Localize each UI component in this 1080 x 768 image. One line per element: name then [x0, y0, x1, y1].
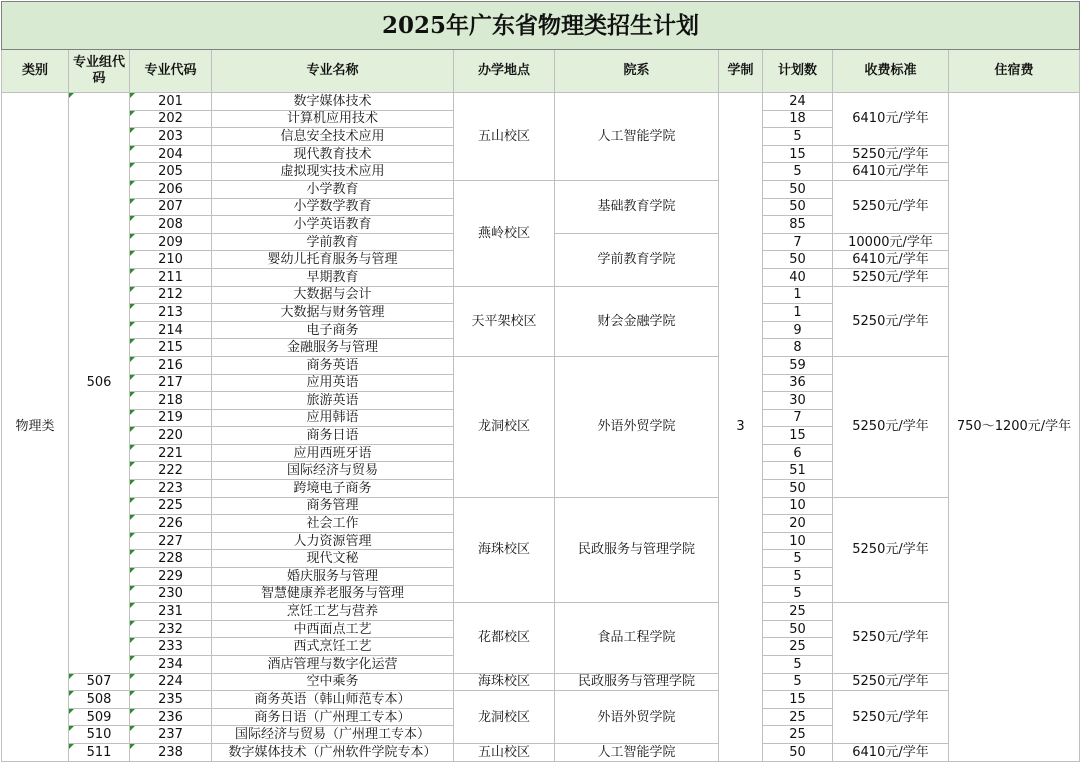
major-code-cell[interactable]: 205: [130, 163, 212, 181]
major-name-cell[interactable]: 烹饪工艺与营养: [212, 603, 454, 621]
major-code-cell[interactable]: 233: [130, 638, 212, 656]
header-group-code[interactable]: 专业组代码: [69, 50, 130, 93]
major-name-cell[interactable]: 早期教育: [212, 268, 454, 286]
major-name-cell[interactable]: 应用西班牙语: [212, 444, 454, 462]
header-row: [2, 50, 1080, 93]
department-cell[interactable]: 食品工程学院: [555, 603, 719, 673]
header-tuition[interactable]: 收费标准: [833, 50, 949, 93]
header-plan-count[interactable]: 计划数: [763, 50, 833, 93]
table-row: [2, 673, 1080, 691]
major-name-cell[interactable]: 应用英语: [212, 374, 454, 392]
major-name-cell[interactable]: 智慧健康养老服务与管理: [212, 585, 454, 603]
plan-count-cell[interactable]: 50: [763, 743, 833, 761]
department-cell[interactable]: 人工智能学院: [555, 743, 719, 761]
major-name-cell[interactable]: 大数据与财务管理: [212, 304, 454, 322]
major-code-cell[interactable]: 207: [130, 198, 212, 216]
major-code-cell[interactable]: 219: [130, 409, 212, 427]
accommodation-cell[interactable]: 750～1200元/学年: [949, 93, 1080, 762]
campus-cell[interactable]: 花都校区: [454, 603, 555, 673]
table-row: [2, 180, 1080, 198]
group-code-cell[interactable]: 507: [69, 673, 130, 691]
tuition-cell[interactable]: 5250元/学年: [833, 145, 949, 163]
major-name-cell[interactable]: 国际经济与贸易（广州理工专本）: [212, 726, 454, 744]
plan-count-cell[interactable]: 6: [763, 444, 833, 462]
plan-count-cell[interactable]: 24: [763, 93, 833, 111]
major-name-cell[interactable]: 虚拟现实技术应用: [212, 163, 454, 181]
campus-cell[interactable]: 海珠校区: [454, 497, 555, 603]
plan-count-cell[interactable]: 5: [763, 163, 833, 181]
tuition-cell[interactable]: 6410元/学年: [833, 743, 949, 761]
major-name-cell[interactable]: 信息安全技术应用: [212, 128, 454, 146]
major-code-cell[interactable]: 222: [130, 462, 212, 480]
plan-count-cell[interactable]: 50: [763, 251, 833, 269]
major-name-cell[interactable]: 西式烹饪工艺: [212, 638, 454, 656]
plan-count-cell[interactable]: 5: [763, 585, 833, 603]
major-name-cell[interactable]: 社会工作: [212, 515, 454, 533]
major-code-cell[interactable]: 237: [130, 726, 212, 744]
major-code-cell[interactable]: 202: [130, 110, 212, 128]
plan-count-cell[interactable]: 5: [763, 568, 833, 586]
major-code-cell[interactable]: 209: [130, 233, 212, 251]
major-name-cell[interactable]: 商务英语: [212, 356, 454, 374]
tuition-cell[interactable]: 5250元/学年: [833, 603, 949, 673]
plan-count-cell[interactable]: 25: [763, 603, 833, 621]
major-name-cell[interactable]: 中西面点工艺: [212, 620, 454, 638]
plan-count-cell[interactable]: 5: [763, 673, 833, 691]
header-major-name[interactable]: 专业名称: [212, 50, 454, 93]
plan-count-cell[interactable]: 1: [763, 286, 833, 304]
major-name-cell[interactable]: 小学英语教育: [212, 216, 454, 234]
tuition-cell[interactable]: 5250元/学年: [833, 268, 949, 286]
plan-count-cell[interactable]: 36: [763, 374, 833, 392]
plan-count-cell[interactable]: 5: [763, 656, 833, 674]
plan-count-cell[interactable]: 25: [763, 638, 833, 656]
tuition-cell[interactable]: 6410元/学年: [833, 251, 949, 269]
major-code-cell[interactable]: 210: [130, 251, 212, 269]
major-code-cell[interactable]: 234: [130, 656, 212, 674]
header-duration[interactable]: 学制: [719, 50, 763, 93]
campus-cell[interactable]: 龙洞校区: [454, 356, 555, 497]
major-name-cell[interactable]: 商务日语（广州理工专本）: [212, 708, 454, 726]
plan-count-cell[interactable]: 8: [763, 339, 833, 357]
major-code-cell[interactable]: 228: [130, 550, 212, 568]
major-code-cell[interactable]: 236: [130, 708, 212, 726]
major-name-cell[interactable]: 旅游英语: [212, 392, 454, 410]
major-code-cell[interactable]: 203: [130, 128, 212, 146]
plan-count-cell[interactable]: 25: [763, 726, 833, 744]
table-row: [2, 356, 1080, 374]
major-name-cell[interactable]: 酒店管理与数字化运营: [212, 656, 454, 674]
plan-count-cell[interactable]: 15: [763, 427, 833, 445]
plan-count-cell[interactable]: 50: [763, 480, 833, 498]
header-major-code[interactable]: 专业代码: [130, 50, 212, 93]
plan-count-cell[interactable]: 15: [763, 145, 833, 163]
department-cell[interactable]: 学前教育学院: [555, 233, 719, 286]
major-code-cell[interactable]: 229: [130, 568, 212, 586]
major-code-cell[interactable]: 226: [130, 515, 212, 533]
major-code-cell[interactable]: 220: [130, 427, 212, 445]
major-name-cell[interactable]: 商务日语: [212, 427, 454, 445]
header-category[interactable]: 类别: [2, 50, 69, 93]
major-code-cell[interactable]: 214: [130, 321, 212, 339]
sheet-title[interactable]: 2025年广东省物理类招生计划: [2, 2, 1080, 50]
tuition-cell[interactable]: 5250元/学年: [833, 691, 949, 744]
major-name-cell[interactable]: 学前教育: [212, 233, 454, 251]
tuition-cell[interactable]: 6410元/学年: [833, 163, 949, 181]
campus-cell[interactable]: 龙洞校区: [454, 691, 555, 744]
plan-count-cell[interactable]: 9: [763, 321, 833, 339]
tuition-cell[interactable]: 5250元/学年: [833, 497, 949, 603]
campus-cell[interactable]: 五山校区: [454, 93, 555, 181]
major-code-cell[interactable]: 232: [130, 620, 212, 638]
plan-count-cell[interactable]: 30: [763, 392, 833, 410]
plan-count-cell[interactable]: 20: [763, 515, 833, 533]
header-campus[interactable]: 办学地点: [454, 50, 555, 93]
major-code-cell[interactable]: 215: [130, 339, 212, 357]
group-code-cell[interactable]: 510: [69, 726, 130, 744]
department-cell[interactable]: 外语外贸学院: [555, 356, 719, 497]
campus-cell[interactable]: 海珠校区: [454, 673, 555, 691]
major-code-cell[interactable]: 204: [130, 145, 212, 163]
major-code-cell[interactable]: 213: [130, 304, 212, 322]
table-row: [2, 497, 1080, 515]
major-code-cell[interactable]: 216: [130, 356, 212, 374]
major-name-cell[interactable]: 数字媒体技术（广州软件学院专本）: [212, 743, 454, 761]
plan-count-cell[interactable]: 50: [763, 180, 833, 198]
header-accommodation[interactable]: 住宿费: [949, 50, 1080, 93]
major-name-cell[interactable]: 计算机应用技术: [212, 110, 454, 128]
major-name-cell[interactable]: 商务管理: [212, 497, 454, 515]
table-row: [2, 286, 1080, 304]
major-name-cell[interactable]: 婚庆服务与管理: [212, 568, 454, 586]
department-cell[interactable]: 民政服务与管理学院: [555, 497, 719, 603]
plan-count-cell[interactable]: 1: [763, 304, 833, 322]
header-department[interactable]: 院系: [555, 50, 719, 93]
major-code-cell[interactable]: 230: [130, 585, 212, 603]
plan-count-cell[interactable]: 18: [763, 110, 833, 128]
major-code-cell[interactable]: 201: [130, 93, 212, 111]
tuition-cell[interactable]: 5250元/学年: [833, 673, 949, 691]
tuition-cell[interactable]: 5250元/学年: [833, 356, 949, 497]
major-code-cell[interactable]: 206: [130, 180, 212, 198]
major-name-cell[interactable]: 小学教育: [212, 180, 454, 198]
plan-count-cell[interactable]: 7: [763, 409, 833, 427]
table-row: [2, 691, 1080, 709]
plan-count-cell[interactable]: 51: [763, 462, 833, 480]
major-code-cell[interactable]: 225: [130, 497, 212, 515]
major-name-cell[interactable]: 婴幼儿托育服务与管理: [212, 251, 454, 269]
group-code-cell[interactable]: 506: [69, 93, 130, 674]
department-cell[interactable]: 人工智能学院: [555, 93, 719, 181]
plan-count-cell[interactable]: 10: [763, 497, 833, 515]
major-name-cell[interactable]: 空中乘务: [212, 673, 454, 691]
tuition-cell[interactable]: 10000元/学年: [833, 233, 949, 251]
major-code-cell[interactable]: 217: [130, 374, 212, 392]
tuition-cell[interactable]: 5250元/学年: [833, 180, 949, 233]
plan-count-cell[interactable]: 40: [763, 268, 833, 286]
group-code-cell[interactable]: 509: [69, 708, 130, 726]
campus-cell[interactable]: 燕岭校区: [454, 180, 555, 286]
plan-count-cell[interactable]: 15: [763, 691, 833, 709]
major-code-cell[interactable]: 238: [130, 743, 212, 761]
duration-cell[interactable]: 3: [719, 93, 763, 762]
group-code-cell[interactable]: 511: [69, 743, 130, 761]
major-name-cell[interactable]: 金融服务与管理: [212, 339, 454, 357]
plan-count-cell[interactable]: 7: [763, 233, 833, 251]
major-name-cell[interactable]: 现代教育技术: [212, 145, 454, 163]
group-code-cell[interactable]: 508: [69, 691, 130, 709]
plan-count-cell[interactable]: 5: [763, 550, 833, 568]
major-name-cell[interactable]: 国际经济与贸易: [212, 462, 454, 480]
major-name-cell[interactable]: 商务英语（韩山师范专本）: [212, 691, 454, 709]
major-name-cell[interactable]: 大数据与会计: [212, 286, 454, 304]
major-name-cell[interactable]: 电子商务: [212, 321, 454, 339]
plan-count-cell[interactable]: 50: [763, 198, 833, 216]
plan-count-cell[interactable]: 50: [763, 620, 833, 638]
department-cell[interactable]: 民政服务与管理学院: [555, 673, 719, 691]
campus-cell[interactable]: 五山校区: [454, 743, 555, 761]
major-code-cell[interactable]: 227: [130, 532, 212, 550]
major-code-cell[interactable]: 223: [130, 480, 212, 498]
table-row: [2, 603, 1080, 621]
major-name-cell[interactable]: 跨境电子商务: [212, 480, 454, 498]
plan-count-cell[interactable]: 10: [763, 532, 833, 550]
major-code-cell[interactable]: 208: [130, 216, 212, 234]
major-code-cell[interactable]: 224: [130, 673, 212, 691]
major-code-cell[interactable]: 211: [130, 268, 212, 286]
major-code-cell[interactable]: 235: [130, 691, 212, 709]
department-cell[interactable]: 外语外贸学院: [555, 691, 719, 744]
tuition-cell[interactable]: 6410元/学年: [833, 93, 949, 146]
major-name-cell[interactable]: 现代文秘: [212, 550, 454, 568]
major-code-cell[interactable]: 212: [130, 286, 212, 304]
major-name-cell[interactable]: 数字媒体技术: [212, 93, 454, 111]
campus-cell[interactable]: 天平架校区: [454, 286, 555, 356]
department-cell[interactable]: 基础教育学院: [555, 180, 719, 233]
plan-count-cell[interactable]: 5: [763, 128, 833, 146]
category-cell[interactable]: 物理类: [2, 93, 69, 762]
major-name-cell[interactable]: 应用韩语: [212, 409, 454, 427]
major-name-cell[interactable]: 人力资源管理: [212, 532, 454, 550]
department-cell[interactable]: 财会金融学院: [555, 286, 719, 356]
tuition-cell[interactable]: 5250元/学年: [833, 286, 949, 356]
major-code-cell[interactable]: 231: [130, 603, 212, 621]
major-name-cell[interactable]: 小学数学教育: [212, 198, 454, 216]
major-code-cell[interactable]: 218: [130, 392, 212, 410]
major-code-cell[interactable]: 221: [130, 444, 212, 462]
table-row: [2, 93, 1080, 111]
plan-count-cell[interactable]: 25: [763, 708, 833, 726]
enrollment-table: [1, 1, 1080, 762]
table-row: [2, 743, 1080, 761]
plan-count-cell[interactable]: 85: [763, 216, 833, 234]
plan-count-cell[interactable]: 59: [763, 356, 833, 374]
